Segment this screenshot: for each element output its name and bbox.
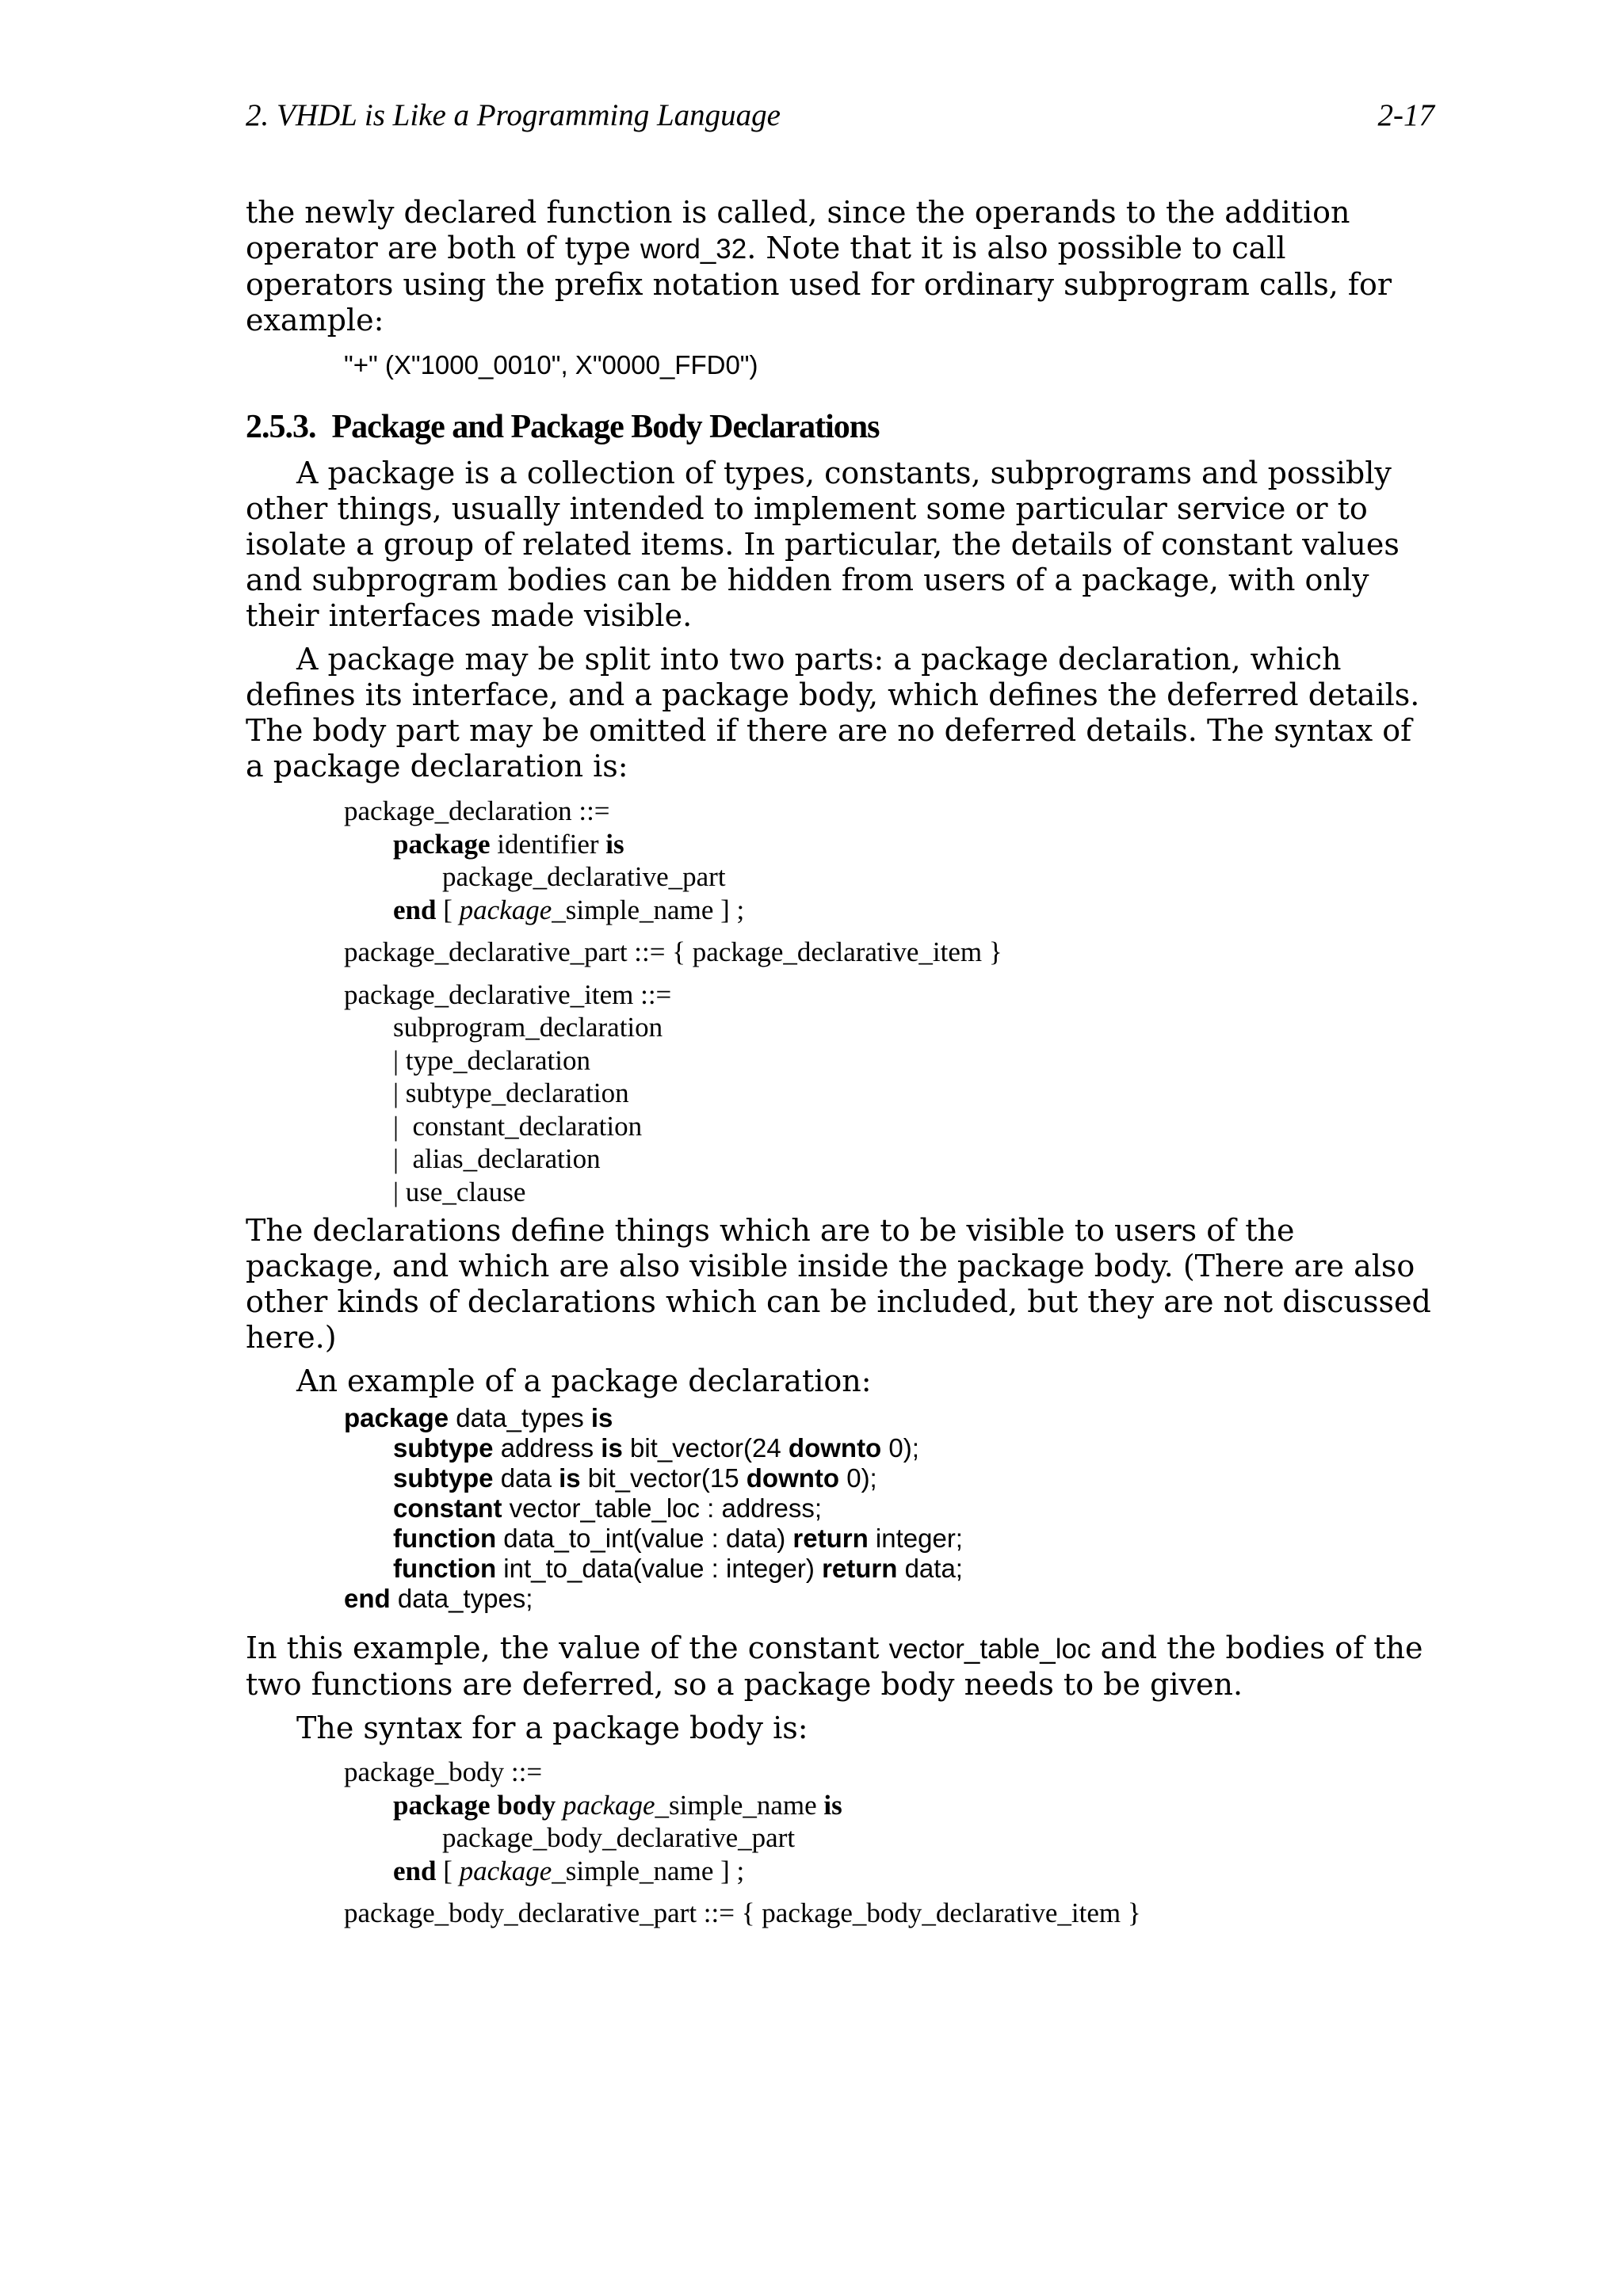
section-heading	[246, 408, 879, 446]
declarations-explanation	[246, 1213, 1434, 1399]
paragraph-deferred: In this example, the value of the constant vector_table_loc and the bodies of the two functions are deferred, so a package body needs to be given.	[246, 1630, 1423, 1702]
intro-block	[246, 195, 1434, 338]
intro-paragraph: the newly declared function is called, since the operands to the addition operator are both of type word_32. Note that it is also possible to call operators using the prefix notation used for ordinary subprogram calls, for example:	[246, 195, 1392, 338]
paragraph-declarations: The declarations define things which are to be visible to users of the package, and which are also visible inside the package body. (There are also other kinds of declarations which can be included, but they are not discussed here.)	[246, 1213, 1431, 1355]
header-page-number: 2-17	[1377, 98, 1434, 132]
deferred-explanation	[246, 1630, 1434, 1746]
header-chapter-title: 2. VHDL is Like a Programming Language	[246, 98, 781, 132]
package-description	[246, 456, 1434, 784]
operator-call-example: "+" (X"1000_0010", X"0000_FFD0")	[344, 350, 758, 379]
running-header	[246, 97, 1434, 137]
paragraph-body-syntax-intro: The syntax for a package body is:	[296, 1711, 808, 1745]
package-declaration-syntax: package_declaration ::= package identifier is package_declarative_part end [ package_simple_name ] ; package_declarative_part ::= { package_declarative_item } package_declarative_item ::= subprogram_declaration | type_declaration | subtype_declaration | constant_declaration | alias_declaration | use_clause	[344, 795, 1002, 1207]
package-declaration-example: package data_types is subtype address is bit_vector(24 downto 0); subtype data is bit_vector(15 downto 0); constant vector_table_loc : address; function data_to_int(value : data) return integer; function int_to_data(value : integer) return data; end data_types;	[344, 1403, 963, 1613]
paragraph-package-parts: A package may be split into two parts: a package declaration, which defines its interface, and a package body, which defines the deferred details. The body part may be omitted if there are no deferred details. The syntax of a package declaration is:	[246, 642, 1420, 784]
section-number: 2.5.3.	[246, 409, 316, 445]
section-title: Package and Package Body Declarations	[331, 409, 880, 445]
inline-code: word_32	[640, 234, 747, 265]
paragraph-example-intro: An example of a package declaration:	[296, 1363, 872, 1398]
inline-code: vector_table_loc	[888, 1634, 1091, 1665]
paragraph-package-definition: A package is a collection of types, constants, subprograms and possibly other things, usually intended to implement some particular service or to isolate a group of related items. In particular, the details of constant values and subprogram bodies can be hidden from users of a package, with only their interfaces made visible.	[246, 456, 1400, 633]
package-body-syntax: package_body ::= package body package_simple_name is package_body_declarative_part end [ package_simple_name ] ; package_body_declarative_part ::= { package_body_declarative_item }	[344, 1756, 1141, 1928]
